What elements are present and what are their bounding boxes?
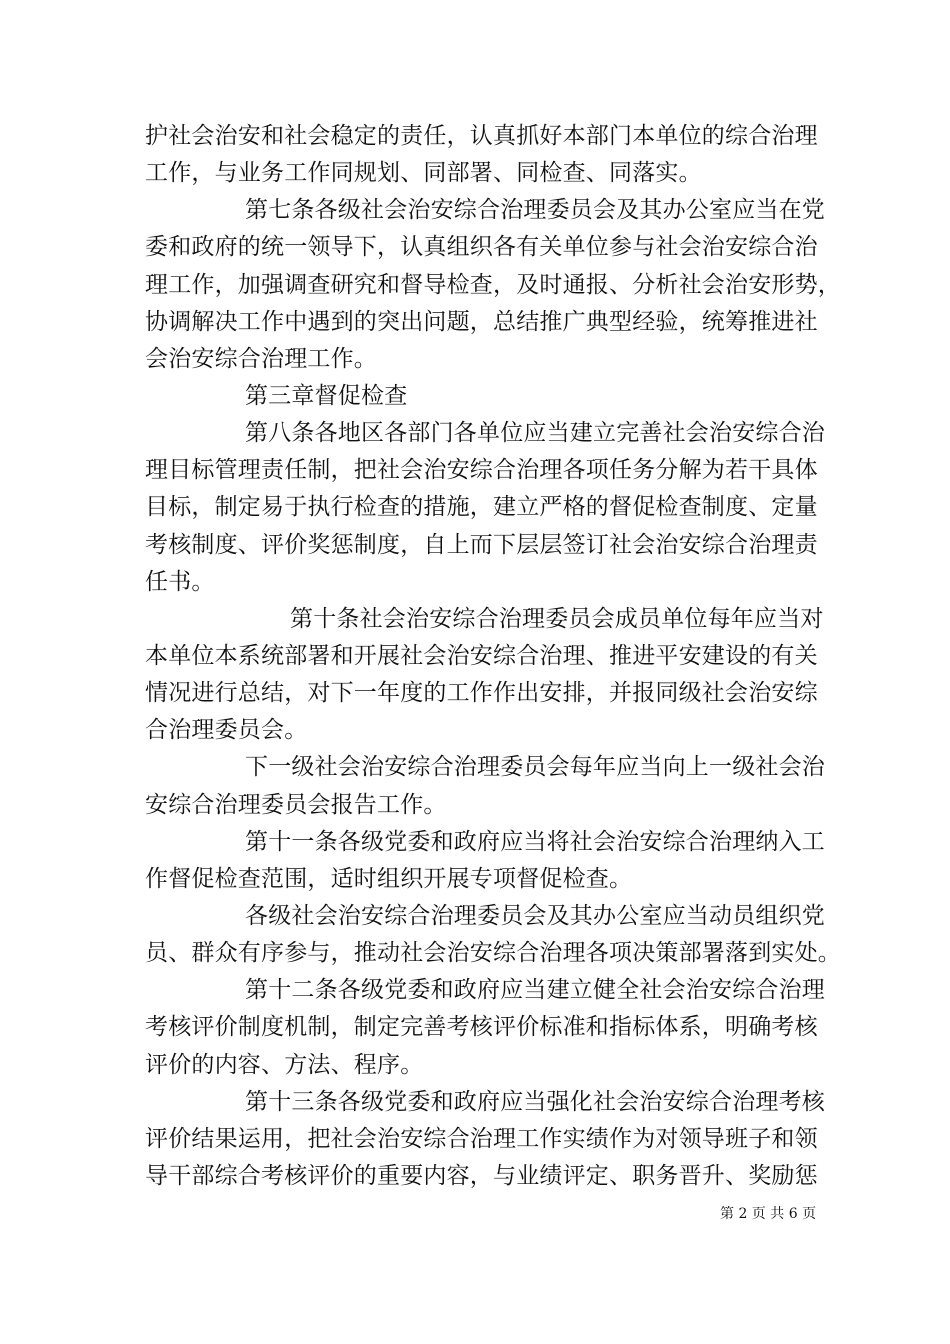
- text-line: 导干部综合考核评价的重要内容，与业绩评定、职务晋升、奖励惩: [145, 1163, 818, 1189]
- text-line: 会治安综合治理工作。: [145, 345, 377, 372]
- text-line: 工作，与业务工作同规划、同部署、同检查、同落实。: [145, 160, 702, 187]
- text-line: 合治理委员会。: [145, 717, 308, 744]
- text-line: 情况进行总结，对下一年度的工作作出安排，并报同级社会治安综: [145, 680, 818, 707]
- text-line: 评价结果运用，把社会治安综合治理工作实绩作为对领导班子和领: [145, 1125, 818, 1152]
- text-line: 安综合治理委员会报告工作。: [145, 791, 447, 818]
- text-line: 下一级社会治安综合治理委员会每年应当向上一级社会治: [245, 754, 825, 781]
- text-line: 目标，制定易于执行检查的措施，建立严格的督促检查制度、定量: [145, 494, 818, 521]
- text-line: 第十一条各级党委和政府应当将社会治安综合治理纳入工: [245, 828, 825, 855]
- text-line: 作督促检查范围，适时组织开展专项督促检查。: [145, 865, 633, 892]
- text-line: 本单位本系统部署和开展社会治安综合治理、推进平安建设的有关: [145, 643, 818, 669]
- text-line: 员、群众有序参与，推动社会治安综合治理各项决策部署落到实处。: [145, 940, 841, 967]
- text-line: 考核制度、评价奖惩制度，自上而下层层签订社会治安综合治理责: [145, 531, 818, 558]
- text-line: 任书。: [145, 568, 215, 595]
- text-line: 理工作，加强调查研究和督导检查，及时通报、分析社会治安形势，: [145, 271, 841, 298]
- text-line: 第七条各级社会治安综合治理委员会及其办公室应当在党: [245, 197, 825, 224]
- text-line: 各级社会治安综合治理委员会及其办公室应当动员组织党: [245, 903, 825, 929]
- text-line: 考核评价制度机制，制定完善考核评价标准和指标体系，明确考核: [145, 1014, 818, 1041]
- text-line: 第八条各地区各部门各单位应当建立完善社会治安综合治: [245, 420, 825, 447]
- text-line: 第十条社会治安综合治理委员会成员单位每年应当对: [290, 605, 824, 632]
- text-line: 理目标管理责任制，把社会治安综合治理各项任务分解为若干具体: [145, 457, 818, 484]
- text-line: 护社会治安和社会稳定的责任，认真抓好本部门本单位的综合治理: [145, 123, 818, 149]
- section-heading: 第三章督促检查: [245, 383, 408, 409]
- text-line: 评价的内容、方法、程序。: [145, 1051, 424, 1078]
- text-line: 第十二条各级党委和政府应当建立健全社会治安综合治理: [245, 977, 825, 1004]
- text-line: 第十三条各级党委和政府应当强化社会治安综合治理考核: [245, 1088, 825, 1115]
- page-number: 第 2 页 共 6 页: [720, 1206, 817, 1222]
- text-line: 协调解决工作中遇到的突出问题，总结推广典型经验，统筹推进社: [145, 308, 818, 335]
- text-line: 委和政府的统一领导下，认真组织各有关单位参与社会治安综合治: [145, 234, 818, 261]
